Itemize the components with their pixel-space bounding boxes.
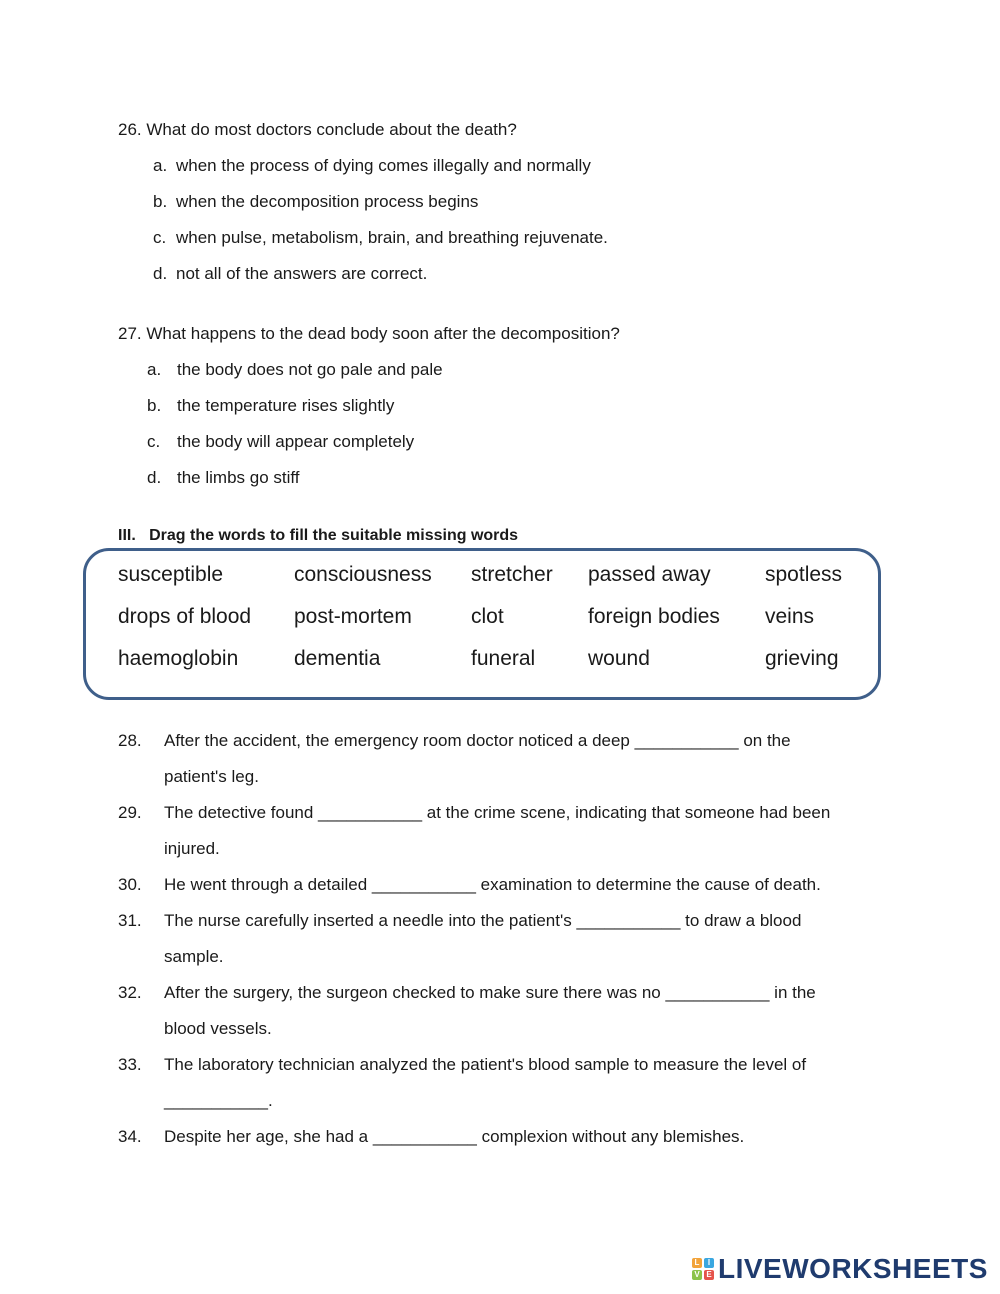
q27-option-b-letter: b. — [147, 396, 162, 415]
liveworksheets-logo-icon — [692, 1258, 714, 1280]
sentence-30-line1: He went through a detailed ___________ examination to determine the cause of death. — [164, 875, 821, 894]
word-bank-item[interactable]: dementia — [294, 647, 381, 670]
question-26-stem: 26. What do most doctors conclude about the death? — [118, 120, 517, 139]
q27-option-b-text: the temperature rises slightly — [177, 396, 395, 415]
q27-option-c-text: the body will appear completely — [177, 432, 415, 451]
sentence-29-line1: The detective found ___________ at the crime scene, indicating that someone had been — [164, 803, 831, 822]
logo-square-e: E — [704, 1270, 714, 1280]
sentence-28-line1: After the accident, the emergency room doctor noticed a deep ___________ on the — [164, 731, 791, 750]
word-bank-item[interactable]: spotless — [765, 563, 843, 586]
word-bank-item[interactable]: veins — [765, 605, 815, 628]
sentence-28-number: 28. — [118, 731, 142, 750]
word-bank-item[interactable]: haemoglobin — [118, 647, 239, 670]
q27-option-a-text: the body does not go pale and pale — [177, 360, 443, 379]
word-bank-item[interactable]: funeral — [471, 647, 536, 670]
question-27-stem: 27. What happens to the dead body soon after the decomposition? — [118, 324, 620, 343]
q26-option-c-text: when pulse, metabolism, brain, and breathing rejuvenate. — [176, 228, 608, 247]
sentence-34-number: 34. — [118, 1127, 142, 1146]
logo-square-v: V — [692, 1270, 702, 1280]
logo-text: LIVEWORKSHEETS — [718, 1253, 988, 1284]
q26-option-b-letter: b. — [153, 192, 168, 211]
sentence-29-number: 29. — [118, 803, 142, 822]
sentence-34-line1: Despite her age, she had a ___________ complexion without any blemishes. — [164, 1127, 745, 1146]
liveworksheets-logo — [692, 1254, 988, 1284]
sentence-29-line2: injured. — [164, 839, 220, 858]
word-bank-item[interactable]: passed away — [588, 563, 711, 586]
q26-option-b-text: when the decomposition process begins — [176, 192, 479, 211]
q26-option-a-letter: a. — [153, 156, 168, 175]
sentence-33-line1: The laboratory technician analyzed the patient's blood sample to measure the level of — [164, 1055, 807, 1074]
word-bank-item[interactable]: post-mortem — [294, 605, 412, 628]
logo-square-i: I — [704, 1258, 714, 1268]
word-bank-item[interactable]: clot — [471, 605, 504, 628]
sentence-30-number: 30. — [118, 875, 142, 894]
sentence-33-line2: ___________. — [164, 1091, 273, 1110]
sentence-32-line2: blood vessels. — [164, 1019, 272, 1038]
logo-square-l: L — [692, 1258, 702, 1268]
word-bank-item[interactable]: stretcher — [471, 563, 553, 586]
q27-option-d-text: the limbs go stiff — [177, 468, 300, 487]
sentence-28-line2: patient's leg. — [164, 767, 259, 786]
q26-option-d-text: not all of the answers are correct. — [176, 264, 428, 283]
section-3-heading: III. Drag the words to fill the suitable missing words — [118, 527, 519, 544]
word-bank-item[interactable]: consciousness — [294, 563, 432, 586]
word-bank-item[interactable]: drops of blood — [118, 605, 252, 628]
sentence-31-number: 31. — [118, 911, 142, 930]
q27-option-a-letter: a. — [147, 360, 162, 379]
sentence-31-line2: sample. — [164, 947, 224, 966]
q26-option-c-letter: c. — [153, 228, 167, 247]
q27-option-c-letter: c. — [147, 432, 161, 451]
sentence-33-number: 33. — [118, 1055, 142, 1074]
q26-option-d-letter: d. — [153, 264, 168, 283]
sentence-32-number: 32. — [118, 983, 142, 1002]
sentence-31-line1: The nurse carefully inserted a needle into the patient's ___________ to draw a blood — [164, 911, 802, 930]
sentence-32-line1: After the surgery, the surgeon checked to make sure there was no ___________ in the — [164, 983, 816, 1002]
q27-option-d-letter: d. — [147, 468, 162, 487]
word-bank-item[interactable]: wound — [588, 647, 650, 670]
q26-option-a-text: when the process of dying comes illegally and normally — [176, 156, 591, 175]
word-bank-item[interactable]: grieving — [765, 647, 839, 670]
word-bank-item[interactable]: foreign bodies — [588, 605, 720, 628]
word-bank-item[interactable]: susceptible — [118, 563, 224, 586]
